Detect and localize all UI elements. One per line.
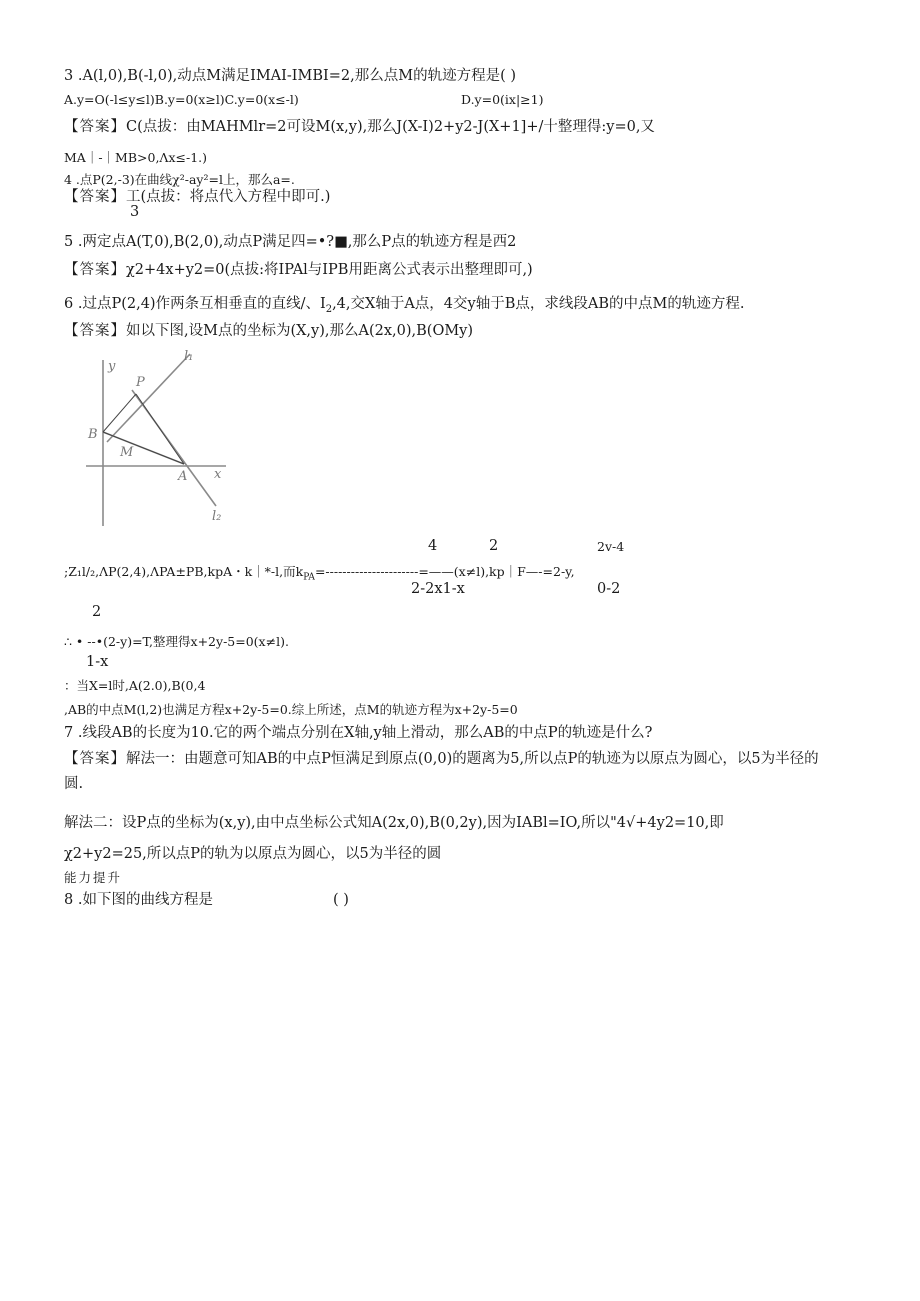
answer-label: 【答案】	[64, 262, 126, 278]
q4-answer-text: 工(点拔：将点代入方程中即可.)	[126, 189, 331, 205]
q6-conclusion: ,AB的中点M(l,2)也满足方程x+2y-5=0.综上所述，点M的轨迹方程为x+2y-5=0	[64, 702, 518, 717]
q5-stem: 5 .两定点A(T,0),B(2,0),动点P满足四=•?■,那么P点的轨迹方程是西2	[64, 234, 517, 250]
label-p: P	[136, 375, 145, 390]
q6-answer-text: 如以下图,设M点的坐标为(X,y),那么A(2x,0),B(OMy)	[126, 323, 474, 339]
q8-stem: 8 .如下图的曲线方程是	[64, 892, 213, 908]
label-a: A	[178, 469, 188, 484]
q3-answer	[64, 118, 655, 136]
q6-stem-a: 6 .过点P(2,4)作两条互相垂直的直线/、I	[64, 296, 326, 312]
q3-answer-cont: MA｜-｜MB>0,Λx≤-1.)	[64, 150, 208, 165]
frac-top-b: 2	[489, 538, 499, 554]
q3-options-abc: A.y=O(-l≤y≤l)B.y=0(x≥l)C.y=0(x≤-l)	[64, 92, 299, 107]
q3-option-d: D.y=0(ix|≥1)	[461, 92, 544, 107]
main-line-b: =----------------------=——(x≠l),kp｜F—-=2-y,	[314, 564, 575, 579]
q7-answer	[64, 750, 819, 768]
frac-top-a: 4	[428, 538, 438, 554]
line-l1	[107, 354, 190, 442]
when-line: ：当X=l时,A(2.0),B(0,4	[64, 678, 206, 693]
q8-answer-blank: ( )	[333, 892, 349, 908]
answer-label: 【答案】	[64, 323, 126, 339]
q6-answer	[64, 322, 473, 340]
q4-answer-sub: 3	[130, 204, 140, 220]
segment-pa	[136, 394, 184, 464]
label-b: B	[88, 427, 98, 442]
q4-answer	[64, 188, 330, 206]
q3-answer-text: C(点拔：由MAHMlr=2可设M(x,y),那么J(X-I)2+y2-J(X+1]+/十整理得:y=0,又	[126, 119, 655, 135]
frac-bot-c: 0-2	[597, 581, 621, 597]
frac-bot-a: 2-2x1-x	[411, 581, 465, 597]
q7-method1-cont: 圆.	[64, 776, 84, 792]
main-line-a: ;Z₁l/₂,ΛP(2,4),ΛPA±PB,kpA・k｜*-l,而k	[64, 564, 304, 579]
label-m: M	[120, 445, 134, 460]
answer-label: 【答案】	[64, 119, 126, 135]
answer-label: 【答案】	[64, 189, 126, 205]
frac2-top: 2	[92, 604, 102, 620]
q6-stem-b: ,4,交X轴于A点，4交y轴于B点，求线段AB的中点M的轨迹方程.	[332, 296, 745, 312]
frac2-bot: 1-x	[86, 654, 109, 670]
q6-figure	[86, 348, 226, 530]
q5-answer	[64, 261, 533, 279]
q4-stem: 4 .点P(2,-3)在曲线χ²-ay²=l上，那么a=.	[64, 172, 295, 187]
section-title: 能力提升	[64, 870, 123, 885]
main-line-sub: PA	[303, 572, 315, 583]
label-y: y	[108, 359, 116, 374]
q3-stem: 3 .A(l,0),B(-l,0),动点M满足IMAI-IMBI=2,那么点M的轨迹方程是( )	[64, 68, 516, 84]
q7-method2-cont: χ2+y2=25,所以点P的轨为以原点为圆心，以5为半径的圆	[64, 846, 442, 862]
label-l2: l₂	[212, 509, 222, 524]
therefore-line: ∴ • --•(2-y)=T,整理得x+2y-5=0(x≠l).	[64, 634, 289, 649]
q7-stem: 7 .线段AB的长度为10.它的两个端点分别在X轴,y轴上滑动，那么AB的中点P的轨迹是什么?	[64, 725, 653, 741]
segment-bp	[103, 394, 136, 432]
q6-stem-sub: 2	[325, 303, 333, 315]
label-l1: l₁	[184, 349, 194, 364]
frac-top-c: 2v-4	[597, 539, 625, 554]
q5-answer-text: χ2+4x+y2=0(点拔:将IPAl与IPB用距离公式表示出整理即可,)	[126, 262, 533, 278]
answer-label: 【答案】	[64, 751, 126, 767]
label-x: x	[214, 467, 222, 482]
q6-main-line	[64, 563, 575, 587]
q7-method2: 解法二：设P点的坐标为(x,y),由中点坐标公式知A(2x,0),B(0,2y),因为IABl=IO,所以"4√+4y2=10,即	[64, 815, 724, 831]
q6-stem	[64, 295, 744, 319]
q7-method1: 解法一：由题意可知AB的中点P恒满足到原点(0,0)的题离为5,所以点P的轨迹为以原点为圆心，以5为半径的	[126, 751, 819, 767]
segment-ab-inner	[103, 432, 184, 464]
